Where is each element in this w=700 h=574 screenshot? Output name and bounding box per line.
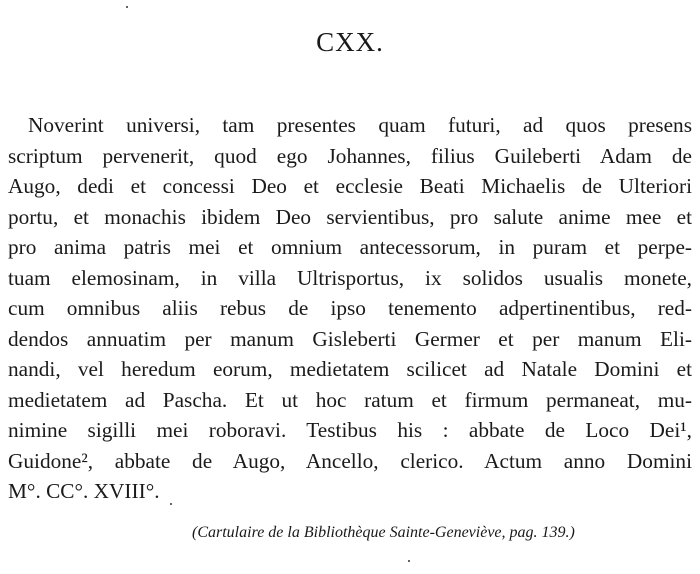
text-line: M°. CC°. XVIII°. xyxy=(8,479,160,503)
charter-number-heading: CXX. xyxy=(316,27,384,57)
print-speck xyxy=(408,560,410,562)
text-line: dendos annuatim per manum Gisleberti Germer et per manum Eli- xyxy=(8,326,692,351)
text-line: medietatem ad Pascha. Et ut hoc ratum et firmum permaneat, mu- xyxy=(8,387,692,412)
text-line: Noverint universi, tam presentes quam futuri, ad quos presens xyxy=(28,113,692,137)
text-line: pro anima patris mei et omnium antecessorum, in puram et perpe- xyxy=(8,235,692,259)
text-line: nimine sigilli mei roboravi. Testibus his : abbate de Loco Dei¹, xyxy=(8,418,692,442)
text-line: Augo, dedi et concessi Deo et ecclesie Beati Michaelis de Ulteriori xyxy=(8,174,692,198)
charter-text xyxy=(8,110,692,507)
text-line: scriptum pervenerit, quod ego Johannes, filius Guileberti Adam de xyxy=(8,143,692,168)
text-line: tuam elemosinam, in villa Ultrisportus, ix solidos usualis monete, xyxy=(8,265,692,290)
print-speck xyxy=(126,6,128,8)
text-line: portu, et monachis ibidem Deo servientibus, pro salute anime mee et xyxy=(8,204,692,229)
source-citation: (Cartulaire de la Bibliothèque Sainte-Geneviève, pag. 139.) xyxy=(192,524,575,541)
text-line: nandi, vel heredum eorum, medietatem scilicet ad Natale Domini et xyxy=(8,357,692,381)
text-line: cum omnibus aliis rebus de ipso tenemento adpertinentibus, red- xyxy=(8,296,692,320)
print-speck xyxy=(170,503,172,505)
text-line: Guidone², abbate de Augo, Ancello, clerico. Actum anno Domini xyxy=(8,448,692,473)
